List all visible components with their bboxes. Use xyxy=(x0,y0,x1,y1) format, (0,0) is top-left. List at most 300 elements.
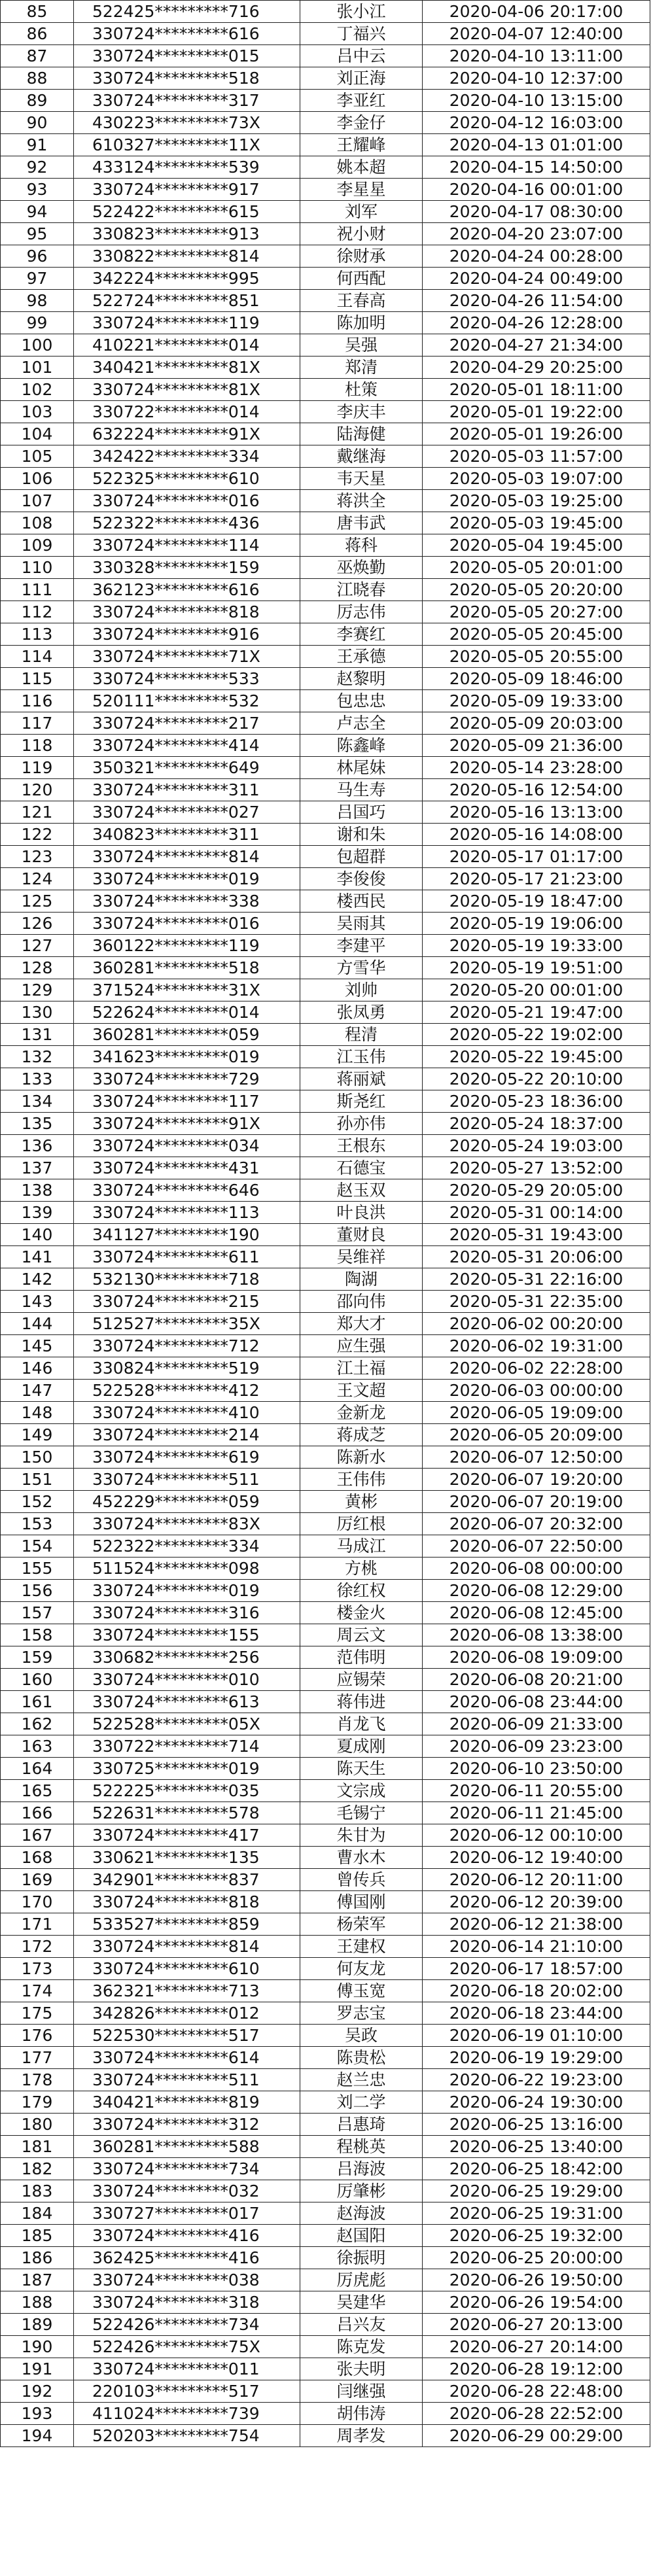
id-number-cell: 330724*********113 xyxy=(74,1202,300,1224)
table-row xyxy=(1,1291,650,1313)
person-name-cell: 董财良 xyxy=(300,1224,423,1246)
timestamp-cell: 2020-06-25 13:40:00 xyxy=(423,2136,650,2158)
timestamp-cell: 2020-05-05 20:27:00 xyxy=(423,601,650,623)
id-number-cell: 522724*********851 xyxy=(74,290,300,312)
id-number-cell: 330724*********729 xyxy=(74,1068,300,1090)
person-name-cell: 江土福 xyxy=(300,1357,423,1380)
timestamp-cell: 2020-04-24 00:28:00 xyxy=(423,245,650,268)
row-number-cell: 181 xyxy=(1,2136,74,2158)
id-number-cell: 522631*********578 xyxy=(74,1802,300,1824)
timestamp-cell: 2020-05-05 20:45:00 xyxy=(423,623,650,646)
person-name-cell: 吴强 xyxy=(300,334,423,357)
id-number-cell: 522322*********334 xyxy=(74,1535,300,1558)
row-number-cell: 165 xyxy=(1,1780,74,1802)
table-row xyxy=(1,23,650,45)
id-number-cell: 330724*********312 xyxy=(74,2114,300,2136)
table-row xyxy=(1,490,650,512)
person-name-cell: 程桃英 xyxy=(300,2136,423,2158)
person-name-cell: 祝小财 xyxy=(300,223,423,245)
row-number-cell: 101 xyxy=(1,357,74,379)
id-number-cell: 330724*********610 xyxy=(74,1958,300,1980)
table-row xyxy=(1,2269,650,2291)
id-number-cell: 340421*********81X xyxy=(74,357,300,379)
id-number-cell: 330328*********159 xyxy=(74,557,300,579)
timestamp-cell: 2020-05-29 20:05:00 xyxy=(423,1179,650,1202)
table-row xyxy=(1,1179,650,1202)
row-number-cell: 97 xyxy=(1,268,74,290)
timestamp-cell: 2020-05-05 20:20:00 xyxy=(423,579,650,601)
id-number-cell: 330724*********416 xyxy=(74,2225,300,2247)
timestamp-cell: 2020-05-16 14:08:00 xyxy=(423,824,650,846)
id-number-cell: 330724*********818 xyxy=(74,601,300,623)
person-name-cell: 吕兴友 xyxy=(300,2314,423,2336)
row-number-cell: 110 xyxy=(1,557,74,579)
timestamp-cell: 2020-06-03 00:00:00 xyxy=(423,1380,650,1402)
id-number-cell: 330724*********417 xyxy=(74,1824,300,1847)
table-row xyxy=(1,1691,650,1713)
person-name-cell: 巫焕勤 xyxy=(300,557,423,579)
person-name-cell: 卢志全 xyxy=(300,712,423,735)
person-name-cell: 蒋丽斌 xyxy=(300,1068,423,1090)
timestamp-cell: 2020-05-05 20:01:00 xyxy=(423,557,650,579)
timestamp-cell: 2020-06-25 18:42:00 xyxy=(423,2158,650,2180)
timestamp-cell: 2020-06-18 23:44:00 xyxy=(423,2002,650,2025)
id-number-cell: 330824*********519 xyxy=(74,1357,300,1380)
id-number-cell: 522528*********05X xyxy=(74,1713,300,1735)
row-number-cell: 133 xyxy=(1,1068,74,1090)
person-name-cell: 江玉伟 xyxy=(300,1046,423,1068)
row-number-cell: 194 xyxy=(1,2425,74,2447)
table-row xyxy=(1,156,650,179)
person-name-cell: 楼金火 xyxy=(300,1602,423,1624)
timestamp-cell: 2020-06-12 20:39:00 xyxy=(423,1891,650,1913)
timestamp-cell: 2020-06-10 23:50:00 xyxy=(423,1758,650,1780)
person-name-cell: 陈克发 xyxy=(300,2336,423,2358)
person-name-cell: 罗志宝 xyxy=(300,2002,423,2025)
id-number-cell: 330724*********814 xyxy=(74,1936,300,1958)
person-name-cell: 蒋科 xyxy=(300,534,423,557)
person-name-cell: 邵向伟 xyxy=(300,1291,423,1313)
person-name-cell: 徐财承 xyxy=(300,245,423,268)
row-number-cell: 132 xyxy=(1,1046,74,1068)
table-row xyxy=(1,245,650,268)
person-name-cell: 楼西民 xyxy=(300,890,423,913)
id-number-cell: 330724*********619 xyxy=(74,1446,300,1469)
timestamp-cell: 2020-04-15 14:50:00 xyxy=(423,156,650,179)
row-number-cell: 163 xyxy=(1,1735,74,1758)
row-number-cell: 108 xyxy=(1,512,74,534)
timestamp-cell: 2020-04-26 11:54:00 xyxy=(423,290,650,312)
row-number-cell: 185 xyxy=(1,2225,74,2247)
person-name-cell: 赵海波 xyxy=(300,2202,423,2225)
person-name-cell: 刘正海 xyxy=(300,67,423,90)
row-number-cell: 117 xyxy=(1,712,74,735)
row-number-cell: 126 xyxy=(1,913,74,935)
row-number-cell: 146 xyxy=(1,1357,74,1380)
row-number-cell: 159 xyxy=(1,1646,74,1669)
timestamp-cell: 2020-04-20 23:07:00 xyxy=(423,223,650,245)
id-number-cell: 330724*********155 xyxy=(74,1624,300,1646)
timestamp-cell: 2020-05-24 18:37:00 xyxy=(423,1113,650,1135)
row-number-cell: 182 xyxy=(1,2158,74,2180)
person-name-cell: 戴继海 xyxy=(300,445,423,468)
row-number-cell: 192 xyxy=(1,2380,74,2403)
table-row xyxy=(1,557,650,579)
row-number-cell: 178 xyxy=(1,2069,74,2091)
table-row xyxy=(1,579,650,601)
id-number-cell: 452229*********059 xyxy=(74,1491,300,1513)
row-number-cell: 103 xyxy=(1,401,74,423)
row-number-cell: 88 xyxy=(1,67,74,90)
timestamp-cell: 2020-06-02 00:20:00 xyxy=(423,1313,650,1335)
person-name-cell: 刘军 xyxy=(300,201,423,223)
person-name-cell: 毛锡宁 xyxy=(300,1802,423,1824)
timestamp-cell: 2020-05-17 01:17:00 xyxy=(423,846,650,868)
id-number-cell: 341127*********190 xyxy=(74,1224,300,1246)
timestamp-cell: 2020-05-22 19:45:00 xyxy=(423,1046,650,1068)
person-name-cell: 吕中云 xyxy=(300,45,423,67)
table-row xyxy=(1,468,650,490)
row-number-cell: 124 xyxy=(1,868,74,890)
row-number-cell: 138 xyxy=(1,1179,74,1202)
timestamp-cell: 2020-06-09 23:23:00 xyxy=(423,1735,650,1758)
id-number-cell: 330724*********518 xyxy=(74,67,300,90)
id-number-cell: 522325*********610 xyxy=(74,468,300,490)
row-number-cell: 98 xyxy=(1,290,74,312)
table-row xyxy=(1,1646,650,1669)
timestamp-cell: 2020-06-08 20:21:00 xyxy=(423,1669,650,1691)
person-name-cell: 徐振明 xyxy=(300,2247,423,2269)
timestamp-cell: 2020-05-03 19:45:00 xyxy=(423,512,650,534)
row-number-cell: 186 xyxy=(1,2247,74,2269)
table-row xyxy=(1,1758,650,1780)
id-number-cell: 433124*********539 xyxy=(74,156,300,179)
timestamp-cell: 2020-06-02 22:28:00 xyxy=(423,1357,650,1380)
table-row xyxy=(1,2291,650,2314)
row-number-cell: 85 xyxy=(1,1,74,23)
row-number-cell: 193 xyxy=(1,2403,74,2425)
table-row xyxy=(1,223,650,245)
row-number-cell: 118 xyxy=(1,735,74,757)
timestamp-cell: 2020-05-01 18:11:00 xyxy=(423,379,650,401)
timestamp-cell: 2020-06-27 20:14:00 xyxy=(423,2336,650,2358)
id-number-cell: 330724*********016 xyxy=(74,490,300,512)
id-number-cell: 411024*********739 xyxy=(74,2403,300,2425)
table-row xyxy=(1,512,650,534)
timestamp-cell: 2020-05-16 13:13:00 xyxy=(423,801,650,824)
table-row xyxy=(1,334,650,357)
row-number-cell: 157 xyxy=(1,1602,74,1624)
person-name-cell: 陈新水 xyxy=(300,1446,423,1469)
id-number-cell: 410221*********014 xyxy=(74,334,300,357)
person-name-cell: 王耀峰 xyxy=(300,134,423,156)
person-name-cell: 曹水木 xyxy=(300,1847,423,1869)
timestamp-cell: 2020-05-09 19:33:00 xyxy=(423,690,650,712)
id-number-cell: 330724*********414 xyxy=(74,735,300,757)
table-row xyxy=(1,134,650,156)
person-name-cell: 郑清 xyxy=(300,357,423,379)
id-number-cell: 522528*********412 xyxy=(74,1380,300,1402)
timestamp-cell: 2020-06-25 19:32:00 xyxy=(423,2225,650,2247)
id-number-cell: 330724*********214 xyxy=(74,1424,300,1446)
table-row xyxy=(1,1558,650,1580)
timestamp-cell: 2020-06-26 19:54:00 xyxy=(423,2291,650,2314)
timestamp-cell: 2020-06-07 12:50:00 xyxy=(423,1446,650,1469)
table-row xyxy=(1,2047,650,2069)
timestamp-cell: 2020-06-11 21:45:00 xyxy=(423,1802,650,1824)
timestamp-cell: 2020-04-17 08:30:00 xyxy=(423,201,650,223)
id-number-cell: 330621*********135 xyxy=(74,1847,300,1869)
person-name-cell: 陈天生 xyxy=(300,1758,423,1780)
person-name-cell: 郑大才 xyxy=(300,1313,423,1335)
timestamp-cell: 2020-05-09 20:03:00 xyxy=(423,712,650,735)
id-number-cell: 330724*********511 xyxy=(74,1469,300,1491)
timestamp-cell: 2020-04-26 12:28:00 xyxy=(423,312,650,334)
id-number-cell: 330724*********613 xyxy=(74,1691,300,1713)
row-number-cell: 151 xyxy=(1,1469,74,1491)
id-number-cell: 342224*********995 xyxy=(74,268,300,290)
id-number-cell: 220103*********517 xyxy=(74,2380,300,2403)
table-row xyxy=(1,1357,650,1380)
id-number-cell: 330724*********614 xyxy=(74,2047,300,2069)
person-name-cell: 斯尧红 xyxy=(300,1090,423,1113)
person-name-cell: 方桃 xyxy=(300,1558,423,1580)
timestamp-cell: 2020-06-08 23:44:00 xyxy=(423,1691,650,1713)
person-name-cell: 孙亦伟 xyxy=(300,1113,423,1135)
table-row xyxy=(1,357,650,379)
timestamp-cell: 2020-05-19 18:47:00 xyxy=(423,890,650,913)
person-name-cell: 李俊俊 xyxy=(300,868,423,890)
id-number-cell: 362123*********616 xyxy=(74,579,300,601)
row-number-cell: 160 xyxy=(1,1669,74,1691)
person-name-cell: 厉虎彪 xyxy=(300,2269,423,2291)
id-number-cell: 330724*********646 xyxy=(74,1179,300,1202)
timestamp-cell: 2020-06-29 00:29:00 xyxy=(423,2425,650,2447)
person-name-cell: 杨荣军 xyxy=(300,1913,423,1936)
row-number-cell: 137 xyxy=(1,1157,74,1179)
row-number-cell: 161 xyxy=(1,1691,74,1713)
id-number-cell: 330724*********81X xyxy=(74,379,300,401)
table-row xyxy=(1,90,650,112)
row-number-cell: 184 xyxy=(1,2202,74,2225)
table-row xyxy=(1,2247,650,2269)
timestamp-cell: 2020-06-07 19:20:00 xyxy=(423,1469,650,1491)
row-number-cell: 142 xyxy=(1,1268,74,1291)
person-name-cell: 程清 xyxy=(300,1024,423,1046)
table-row xyxy=(1,2180,650,2202)
table-row xyxy=(1,2158,650,2180)
table-row xyxy=(1,1491,650,1513)
timestamp-cell: 2020-05-24 19:03:00 xyxy=(423,1135,650,1157)
id-number-cell: 360281*********059 xyxy=(74,1024,300,1046)
id-number-cell: 330725*********019 xyxy=(74,1758,300,1780)
id-number-cell: 330724*********611 xyxy=(74,1246,300,1268)
id-number-cell: 330724*********91X xyxy=(74,1113,300,1135)
table-row xyxy=(1,1046,650,1068)
row-number-cell: 155 xyxy=(1,1558,74,1580)
id-number-cell: 512527*********35X xyxy=(74,1313,300,1335)
timestamp-cell: 2020-06-14 21:10:00 xyxy=(423,1936,650,1958)
person-name-cell: 姚本超 xyxy=(300,156,423,179)
timestamp-cell: 2020-06-08 12:29:00 xyxy=(423,1580,650,1602)
row-number-cell: 109 xyxy=(1,534,74,557)
row-number-cell: 120 xyxy=(1,779,74,801)
id-number-cell: 330724*********616 xyxy=(74,23,300,45)
table-row xyxy=(1,1001,650,1024)
person-name-cell: 吴雨其 xyxy=(300,913,423,935)
row-number-cell: 122 xyxy=(1,824,74,846)
row-number-cell: 131 xyxy=(1,1024,74,1046)
timestamp-cell: 2020-06-02 19:31:00 xyxy=(423,1335,650,1357)
id-number-cell: 520111*********532 xyxy=(74,690,300,712)
table-row xyxy=(1,1958,650,1980)
person-name-cell: 何西配 xyxy=(300,268,423,290)
id-number-cell: 522322*********436 xyxy=(74,512,300,534)
table-row xyxy=(1,1113,650,1135)
person-name-cell: 包忠忠 xyxy=(300,690,423,712)
id-number-cell: 330724*********734 xyxy=(74,2158,300,2180)
row-number-cell: 171 xyxy=(1,1913,74,1936)
table-row xyxy=(1,1780,650,1802)
person-name-cell: 蒋伟进 xyxy=(300,1691,423,1713)
id-number-cell: 330724*********814 xyxy=(74,846,300,868)
row-number-cell: 173 xyxy=(1,1958,74,1980)
person-name-cell: 马生寿 xyxy=(300,779,423,801)
timestamp-cell: 2020-04-06 20:17:00 xyxy=(423,1,650,23)
timestamp-cell: 2020-06-22 19:23:00 xyxy=(423,2069,650,2091)
id-number-cell: 362425*********416 xyxy=(74,2247,300,2269)
row-number-cell: 127 xyxy=(1,935,74,957)
person-name-cell: 李亚红 xyxy=(300,90,423,112)
row-number-cell: 156 xyxy=(1,1580,74,1602)
table-row xyxy=(1,1713,650,1735)
row-number-cell: 123 xyxy=(1,846,74,868)
table-row xyxy=(1,1602,650,1624)
person-name-cell: 包超群 xyxy=(300,846,423,868)
table-row xyxy=(1,1402,650,1424)
table-row xyxy=(1,623,650,646)
timestamp-cell: 2020-05-19 19:06:00 xyxy=(423,913,650,935)
table-row xyxy=(1,1802,650,1824)
row-number-cell: 135 xyxy=(1,1113,74,1135)
table-row xyxy=(1,1202,650,1224)
row-number-cell: 162 xyxy=(1,1713,74,1735)
id-number-cell: 330724*********027 xyxy=(74,801,300,824)
person-name-cell: 陈加明 xyxy=(300,312,423,334)
timestamp-cell: 2020-06-26 19:50:00 xyxy=(423,2269,650,2291)
id-number-cell: 360122*********119 xyxy=(74,935,300,957)
table-row xyxy=(1,445,650,468)
timestamp-cell: 2020-06-18 20:02:00 xyxy=(423,1980,650,2002)
table-row xyxy=(1,201,650,223)
row-number-cell: 168 xyxy=(1,1847,74,1869)
person-name-cell: 方雪华 xyxy=(300,957,423,979)
row-number-cell: 143 xyxy=(1,1291,74,1313)
id-number-cell: 330724*********311 xyxy=(74,779,300,801)
timestamp-cell: 2020-05-17 21:23:00 xyxy=(423,868,650,890)
timestamp-cell: 2020-05-14 23:28:00 xyxy=(423,757,650,779)
row-number-cell: 102 xyxy=(1,379,74,401)
row-number-cell: 170 xyxy=(1,1891,74,1913)
table-row xyxy=(1,890,650,913)
timestamp-cell: 2020-04-29 20:25:00 xyxy=(423,357,650,379)
row-number-cell: 147 xyxy=(1,1380,74,1402)
timestamp-cell: 2020-06-25 19:29:00 xyxy=(423,2180,650,2202)
table-row xyxy=(1,379,650,401)
row-number-cell: 125 xyxy=(1,890,74,913)
table-row xyxy=(1,401,650,423)
id-number-cell: 362321*********713 xyxy=(74,1980,300,2002)
id-number-cell: 522530*********517 xyxy=(74,2025,300,2047)
id-number-cell: 330724*********217 xyxy=(74,712,300,735)
person-name-cell: 刘二学 xyxy=(300,2091,423,2114)
id-number-cell: 330724*********117 xyxy=(74,1090,300,1113)
timestamp-cell: 2020-06-09 21:33:00 xyxy=(423,1713,650,1735)
id-number-cell: 522425*********716 xyxy=(74,1,300,23)
id-number-cell: 330724*********431 xyxy=(74,1157,300,1179)
person-name-cell: 夏成刚 xyxy=(300,1735,423,1758)
timestamp-cell: 2020-06-08 12:45:00 xyxy=(423,1602,650,1624)
table-row xyxy=(1,423,650,445)
table-row xyxy=(1,112,650,134)
row-number-cell: 145 xyxy=(1,1335,74,1357)
row-number-cell: 190 xyxy=(1,2336,74,2358)
records-table-body xyxy=(1,1,650,2447)
person-name-cell: 朱甘为 xyxy=(300,1824,423,1847)
row-number-cell: 175 xyxy=(1,2002,74,2025)
timestamp-cell: 2020-06-11 20:55:00 xyxy=(423,1780,650,1802)
timestamp-cell: 2020-06-25 19:31:00 xyxy=(423,2202,650,2225)
id-number-cell: 330822*********814 xyxy=(74,245,300,268)
person-name-cell: 李星星 xyxy=(300,179,423,201)
timestamp-cell: 2020-04-10 12:37:00 xyxy=(423,67,650,90)
id-number-cell: 430223*********73X xyxy=(74,112,300,134)
timestamp-cell: 2020-06-28 22:48:00 xyxy=(423,2380,650,2403)
row-number-cell: 177 xyxy=(1,2047,74,2069)
person-name-cell: 王建权 xyxy=(300,1936,423,1958)
id-number-cell: 330724*********317 xyxy=(74,90,300,112)
person-name-cell: 赵玉双 xyxy=(300,1179,423,1202)
timestamp-cell: 2020-06-28 19:12:00 xyxy=(423,2358,650,2380)
person-name-cell: 黄彬 xyxy=(300,1491,423,1513)
id-number-cell: 522422*********615 xyxy=(74,201,300,223)
id-number-cell: 330724*********533 xyxy=(74,668,300,690)
table-row xyxy=(1,1824,650,1847)
timestamp-cell: 2020-05-04 19:45:00 xyxy=(423,534,650,557)
table-row xyxy=(1,290,650,312)
row-number-cell: 134 xyxy=(1,1090,74,1113)
table-row xyxy=(1,824,650,846)
row-number-cell: 89 xyxy=(1,90,74,112)
person-name-cell: 唐韦武 xyxy=(300,512,423,534)
table-row xyxy=(1,1580,650,1602)
row-number-cell: 140 xyxy=(1,1224,74,1246)
table-row xyxy=(1,935,650,957)
person-name-cell: 吴维祥 xyxy=(300,1246,423,1268)
table-row xyxy=(1,1224,650,1246)
timestamp-cell: 2020-06-12 21:38:00 xyxy=(423,1913,650,1936)
table-row xyxy=(1,646,650,668)
id-number-cell: 522225*********035 xyxy=(74,1780,300,1802)
row-number-cell: 154 xyxy=(1,1535,74,1558)
timestamp-cell: 2020-05-31 22:35:00 xyxy=(423,1291,650,1313)
table-row xyxy=(1,1913,650,1936)
person-name-cell: 吕海波 xyxy=(300,2158,423,2180)
person-name-cell: 范伟明 xyxy=(300,1646,423,1669)
table-row xyxy=(1,312,650,334)
timestamp-cell: 2020-05-31 20:06:00 xyxy=(423,1246,650,1268)
timestamp-cell: 2020-06-12 19:40:00 xyxy=(423,1847,650,1869)
